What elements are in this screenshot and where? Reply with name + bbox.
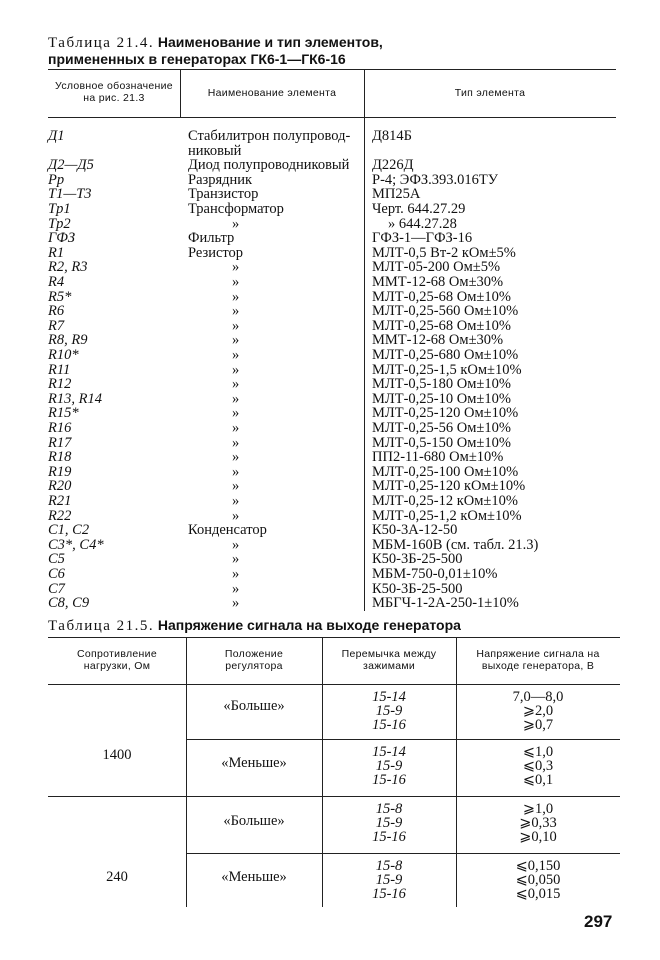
load-value: 1400 (102, 747, 132, 763)
jumper-value: 15-8 (375, 801, 403, 817)
voltage-value: ⩽0,050 (515, 872, 561, 888)
jumper-value: 15-16 (372, 886, 406, 902)
table-row: R11 » МЛТ-0,25-1,5 кОм±10% (48, 361, 522, 378)
table-21-5-caption (48, 617, 461, 635)
jumper-value: 15-14 (372, 744, 406, 760)
table-21-4-title-line2: примененных в генераторах ГК6-1—ГК6-16 (48, 51, 346, 67)
table-row: C6 » МБМ-750-0,01±10% (48, 566, 498, 582)
table-row: R2, R3 » МЛТ-05-200 Ом±5% (48, 259, 501, 276)
table-row: R19 » МЛТ-0,25-100 Ом±10% (48, 463, 519, 480)
table-21-5-header-voltage: Напряжение сигнала на выходе генератора, В (476, 648, 600, 672)
jumper-value: 15-16 (372, 717, 406, 733)
table-21-4-label: Таблица 21.4. (48, 35, 155, 51)
voltage-value: ⩾0,10 (519, 829, 557, 845)
jumper-value: 15-9 (375, 703, 403, 719)
table-21-5-header-rule (48, 684, 620, 685)
table-21-5-group-rule (186, 739, 620, 740)
table-row: R22 » МЛТ-0,25-1,2 кОм±10% (48, 507, 522, 524)
table-21-4-title-line1: Наименование и тип элементов, (157, 34, 383, 50)
jumper-value: 15-9 (375, 758, 403, 774)
table-21-5-header-load: Сопротивление нагрузки, Ом (77, 648, 157, 672)
table-21-4-header-designation: Условное обозначение на рис. 21.3 (55, 80, 173, 104)
table-21-5-load-rule (48, 796, 620, 797)
table-row: Д2—Д5 Диод полупроводниковый Д226Д (48, 157, 414, 174)
voltage-value: ⩾1,0 (522, 801, 554, 817)
jumper-value: 15-16 (372, 829, 406, 845)
table-row: R13, R14 » МЛТ-0,25-10 Ом±10% (48, 390, 511, 407)
table-row: Tp1 Трансформатор Черт. 644.27.29 (48, 201, 466, 217)
table-row: C8, C9 » МБГЧ-1-2А-250-1±10% (48, 595, 519, 612)
table-row: R20 » МЛТ-0,25-120 кОм±10% (48, 478, 526, 495)
table-row: Tp2 » » 644.27.28 (48, 215, 457, 232)
table-row: R1 Резистор МЛТ-0,5 Вт-2 кОм±5% (48, 244, 516, 261)
load-value: 240 (106, 869, 128, 885)
table-row: C5 » К50-3Б-25-500 (48, 551, 463, 568)
table-row: C3*, C4* » МБМ-160В (см. табл. 21.3) (48, 536, 539, 553)
table-row: Д1 Стабилитрон полупровод- Д814Б (48, 128, 412, 144)
table-row: R18 » ПП2-11-680 Ом±10% (48, 449, 504, 466)
table-21-4-top-rule (48, 69, 616, 70)
table-21-5-top-rule (48, 637, 620, 638)
jumper-value: 15-14 (372, 689, 406, 705)
table-row: Pp Разрядник Р-4; ЭФЗ.393.016ТУ (48, 171, 499, 188)
table-21-5-label: Таблица 21.5. (48, 618, 155, 634)
regulator-position: «Больше» (223, 698, 285, 714)
table-21-5-group-rule (186, 853, 620, 854)
table-21-4-header-type: Тип элемента (454, 87, 526, 99)
table-row: R6 » МЛТ-0,25-560 Ом±10% (48, 303, 519, 320)
voltage-value: ⩽0,015 (515, 886, 561, 902)
regulator-position: «Меньше» (221, 755, 287, 771)
table-row: R4 » ММТ-12-68 Ом±30% (48, 274, 504, 290)
table-21-5-header-jumper: Перемычка между зажимами (341, 648, 437, 672)
table-row: никовый (188, 142, 242, 159)
voltage-value: ⩽0,150 (515, 858, 561, 874)
table-21-5-header-position: Положение регулятора (224, 648, 284, 672)
jumper-value: 15-8 (375, 858, 403, 874)
table-row: R12 » МЛТ-0,5-180 Ом±10% (48, 376, 511, 393)
table-21-5-col-divider-1 (186, 637, 187, 907)
table-row: R10* » МЛТ-0,25-680 Ом±10% (48, 347, 519, 363)
voltage-value: ⩽0,3 (522, 758, 554, 774)
page-number: 297 (584, 912, 613, 931)
voltage-value: ⩾0,7 (522, 717, 554, 733)
voltage-value: ⩾0,33 (519, 815, 557, 831)
table-21-4-caption-line2 (48, 51, 346, 69)
jumper-value: 15-9 (375, 872, 403, 888)
voltage-value: ⩽0,1 (522, 772, 554, 788)
regulator-position: «Больше» (223, 813, 285, 829)
table-21-4-caption (48, 34, 383, 52)
voltage-value: 7,0—8,0 (512, 689, 564, 705)
table-row: C1, C2 Конденсатор К50-3А-12-50 (48, 522, 458, 539)
table-row: R5* » МЛТ-0,25-68 Ом±10% (48, 288, 511, 305)
table-row: R21 » МЛТ-0,25-12 кОм±10% (48, 493, 518, 509)
jumper-value: 15-16 (372, 772, 406, 788)
table-row: ГФЗ Фильтр ГФЗ-1—ГФЗ-16 (48, 230, 473, 247)
table-row: R7 » МЛТ-0,25-68 Ом±10% (48, 317, 511, 334)
voltage-value: ⩾2,0 (522, 703, 554, 719)
table-21-4-header-rule (48, 117, 616, 118)
table-row: R8, R9 » ММТ-12-68 Ом±30% (48, 332, 504, 349)
jumper-value: 15-9 (375, 815, 403, 831)
table-row: R17 » МЛТ-0,5-150 Ом±10% (48, 434, 511, 451)
table-21-5-title: Напряжение сигнала на выходе генератора (157, 617, 461, 633)
regulator-position: «Меньше» (221, 869, 287, 885)
table-row: R16 » МЛТ-0,25-56 Ом±10% (48, 420, 511, 436)
table-21-4-header-name: Наименование элемента (207, 87, 337, 99)
table-row: R15* » МЛТ-0,25-120 Ом±10% (48, 405, 519, 422)
table-row: T1—T3 Транзистор МП25А (48, 186, 421, 203)
table-row: C7 » К50-3Б-25-500 (48, 580, 463, 597)
voltage-value: ⩽1,0 (522, 744, 554, 760)
